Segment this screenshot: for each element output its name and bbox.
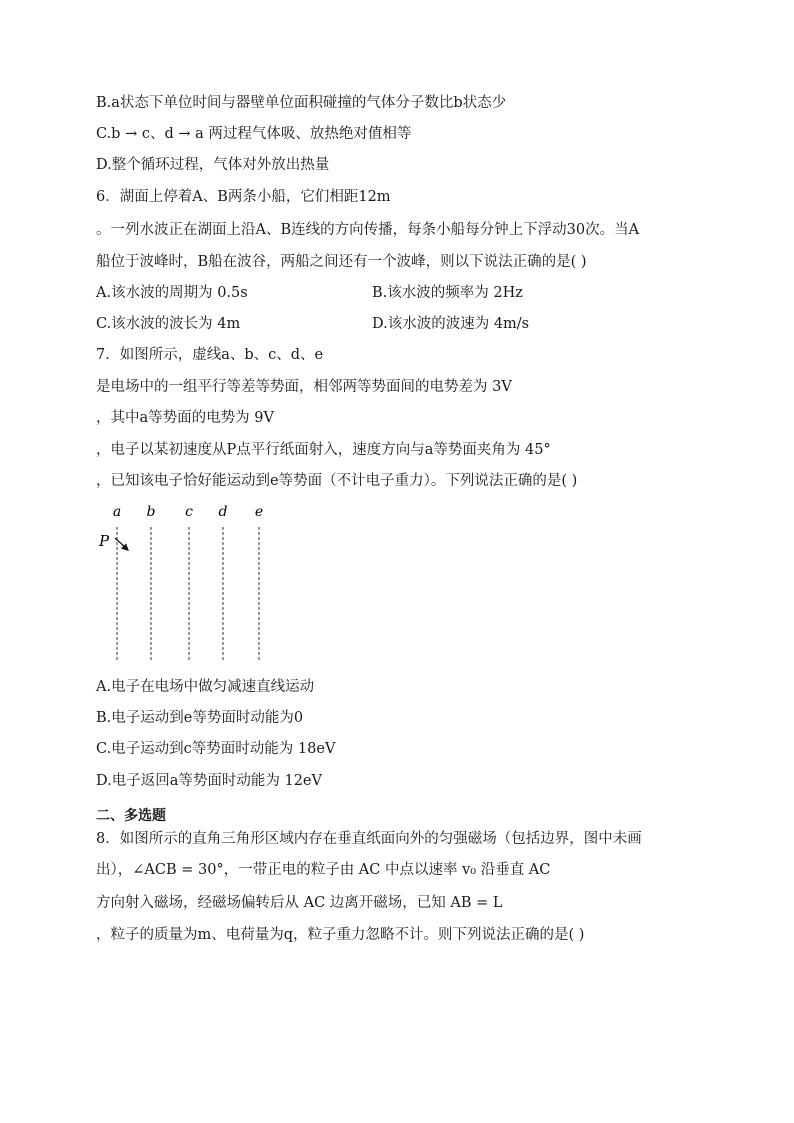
q6-option-b: B.该水波的频率为 2Hz	[372, 285, 523, 301]
q7-option-d: D.电子返回a等势面时动能为 12eV	[96, 773, 322, 789]
q6-option-a: A.该水波的周期为 0.5s	[96, 285, 248, 301]
section-heading: 二、多选题	[96, 808, 166, 824]
q6-option-c: C.该水波的波长为 4m	[96, 316, 241, 332]
q8-stem-4: ，粒子的质量为m、电荷量为q，粒子重力忽略不计。则下列说法正确的是( )	[96, 927, 585, 943]
q6-stem-2: 。一列水波正在湖面上沿A、B连线的方向传播，每条小船每分钟上下浮动30次。当A	[96, 222, 640, 238]
q6-option-d: D.该水波的波速为 4m/s	[372, 316, 530, 332]
q7-stem-2: 是电场中的一组平行等差等势面，相邻两等势面间的电势差为 3V	[96, 379, 512, 395]
q6-stem: 6．湖面上停着A、B两条小船，它们相距12m	[96, 189, 391, 205]
line-5c: C.b → c、d → a 两过程气体吸、放热绝对值相等	[96, 126, 412, 142]
q7-stem-5: ，已知该电子恰好能运动到e等势面（不计电子重力）。下列说法正确的是( )	[96, 473, 578, 489]
plane-a	[113, 504, 121, 662]
plane-d	[219, 504, 228, 662]
plane-c	[185, 504, 193, 662]
q7-option-c: C.电子运动到c等势面时动能为 18eV	[96, 741, 336, 757]
plane-b	[147, 504, 156, 662]
equipotential-figure	[95, 500, 285, 670]
q8-stem-2: 出），∠ACB = 30°，一带正电的粒子由 AC 中点以速率 v₀ 沿垂直 AC	[96, 862, 551, 878]
line-5d: D.整个循环过程，气体对外放出热量	[96, 157, 330, 173]
plane-e	[255, 504, 263, 662]
plane-label-e: e	[254, 504, 264, 520]
q8-stem: 8．如图所示的直角三角形区域内存在垂直纸面向外的匀强磁场（包括边界，图中未画	[96, 831, 642, 847]
plane-label-b: b	[146, 504, 156, 520]
q7-option-a: A.电子在电场中做匀减速直线运动	[96, 679, 315, 695]
plane-label-a: a	[112, 504, 122, 520]
q6-stem-3: 船位于波峰时，B船在波谷，两船之间还有一个波峰，则以下说法正确的是( )	[96, 254, 587, 270]
q8-stem-3: 方向射入磁场，经磁场偏转后从 AC 边离开磁场，已知 AB = L	[96, 895, 503, 911]
q7-option-b: B.电子运动到e等势面时动能为0	[96, 710, 304, 726]
plane-label-c: c	[185, 504, 193, 520]
q7-stem-4: ，电子以某初速度从P点平行纸面射入，速度方向与a等势面夹角为 45°	[96, 442, 551, 458]
line-5b: B.a状态下单位时间与器壁单位面积碰撞的气体分子数比b状态少	[96, 95, 507, 111]
q7-stem-3: ，其中a等势面的电势为 9V	[96, 410, 274, 426]
q7-stem: 7．如图所示，虚线a、b、c、d、e	[96, 347, 324, 363]
plane-label-d: d	[218, 504, 228, 520]
point-label-p: P	[99, 532, 110, 550]
